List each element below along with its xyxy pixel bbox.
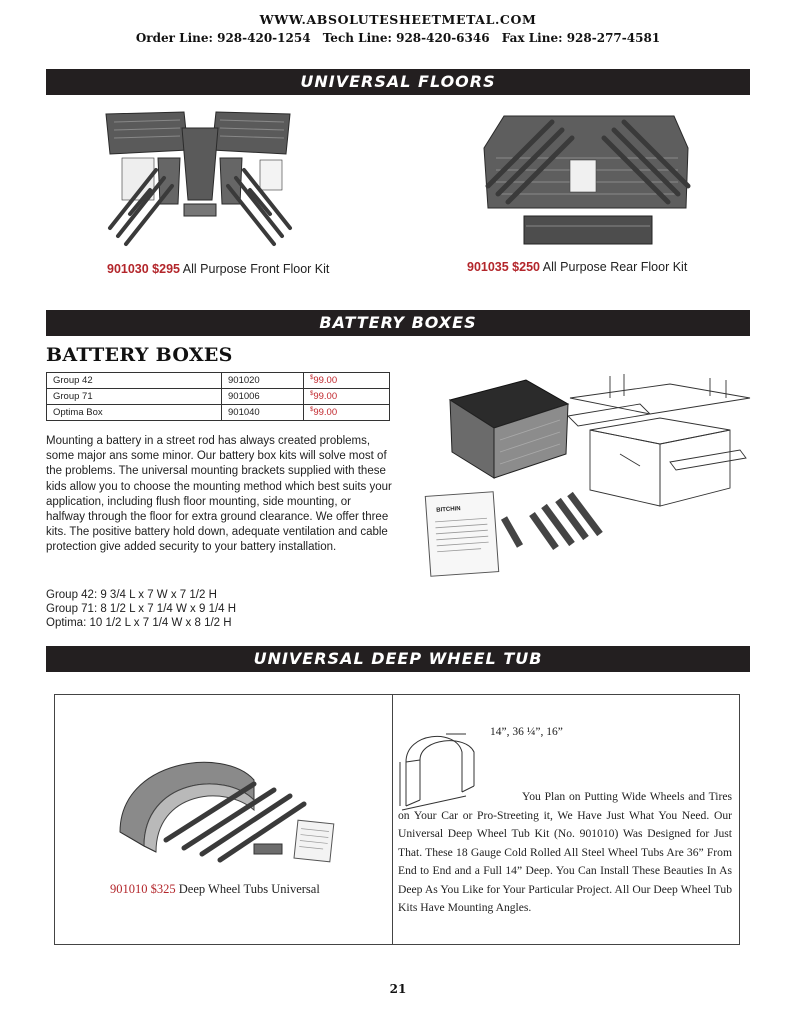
battery-dimensions [46,588,236,630]
wheel-tub-dimensions: 14”, 36 ¼”, 16” [490,726,563,738]
battery-boxes-banner: BATTERY BOXES [46,310,750,336]
battery-box-photo [420,370,760,580]
page-number: 21 [389,982,407,996]
battery-description: Mounting a battery in a street rod has always created problems, some major ans some minor. Our battery box kits will solve most of the problems. The universal mounting brackets supplied with these kids allow you to choose the mounting method which best suits your application, including flush floor mounting, side mounting, or halfway through the floor for extra ground clearance. We offer three kits. The positive battery hold down, adequate ventilation and cable protection give added security to your battery installation. [46,435,392,554]
battery-price: $99.00 [304,389,390,405]
deep-wheel-tub-banner: UNIVERSAL DEEP WHEEL TUB [46,646,750,672]
battery-part: 901040 [222,405,304,421]
rear-floor-caption [467,260,687,274]
front-floor-code: 901030 $295 [107,262,180,276]
front-floor-caption [107,262,329,276]
order-line: Order Line: 928-420-1254 [135,31,311,45]
battery-name: Group 71 [47,389,222,405]
wheel-tub-description [398,788,732,918]
dim-line: Group 42: 9 3/4 L x 7 W x 7 1/2 H [46,589,217,601]
contact-lines [0,31,796,45]
battery-price: $99.00 [304,373,390,389]
wheel-tub-code: 901010 $325 [110,882,176,896]
dim-line: Optima: 10 1/2 L x 7 1/4 W x 8 1/2 H [46,617,232,629]
table-row [47,373,390,389]
manual-title: BITCHIN [436,506,461,514]
battery-part: 901020 [222,373,304,389]
universal-floors-banner: UNIVERSAL FLOORS [46,69,750,95]
battery-name: Optima Box [47,405,222,421]
wheel-tub-caption [110,882,320,897]
site-url: WWW.ABSOLUTESHEETMETAL.COM [259,12,537,27]
wheel-tub-photo [104,740,364,870]
panel-divider [392,695,393,944]
tech-line: Tech Line: 928-420-6346 [322,31,490,45]
battery-part: 901006 [222,389,304,405]
dim-line: Group 71: 8 1/2 L x 7 1/4 W x 9 1/4 H [46,603,237,615]
rear-floor-label: All Purpose Rear Floor Kit [542,260,688,274]
wheel-tub-label: Deep Wheel Tubs Universal [178,882,320,896]
battery-price-table [46,372,390,421]
fax-line: Fax Line: 928-277-4581 [501,31,661,45]
front-floor-label: All Purpose Front Floor Kit [182,262,330,276]
wheel-tub-description-text: You Plan on Putting Wide Wheels and Tires on Your Car or Pro-Streeting it, We Have Just What You Need. Our Universal Deep Wheel Tub Kit (No. 901010) Was Designed for Just That. These 18 Gauge Cold Rolled All Steel Wheel Tubs Are 36” From End to End and a Full 14” Deep. You Can Install These Beauties In As Deep As You Like for Your Particular Project. All Our Deep Wheel Tub Kits Have Mounting Angles. [398,790,732,914]
battery-boxes-title: BATTERY BOXES [46,344,233,366]
table-row [47,389,390,405]
battery-price: $99.00 [304,405,390,421]
front-floor-kit-photo [100,108,300,254]
rear-floor-code: 901035 $250 [467,260,540,274]
rear-floor-kit-photo [474,108,704,250]
table-row [47,405,390,421]
battery-name: Group 42 [47,373,222,389]
